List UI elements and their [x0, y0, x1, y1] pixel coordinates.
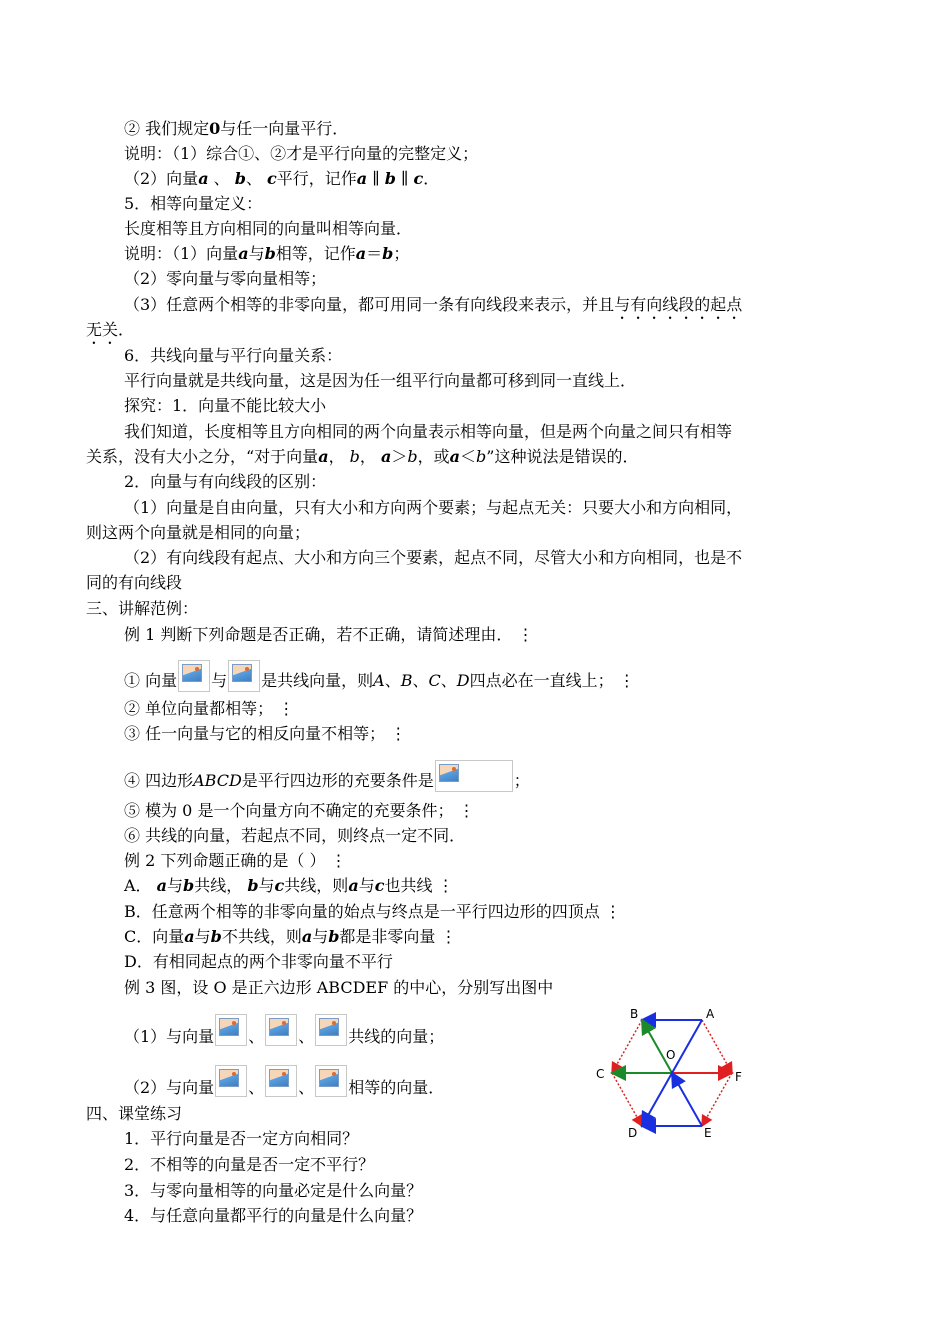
section-heading: 四、课堂练习 — [86, 1104, 183, 1123]
text-line: ⑥ 共线的向量，若起点不同，则终点一定不同． — [124, 826, 466, 845]
spoke-OB — [642, 1020, 672, 1073]
vertex-label-E: E — [704, 1126, 712, 1140]
spoke-EO — [672, 1073, 702, 1126]
edge-FE — [702, 1073, 732, 1126]
vector-image-placeholder — [215, 1065, 247, 1097]
text-line: 2．不相等的向量是否一定不平行？ — [124, 1155, 375, 1174]
text-line: 长度相等且方向相同的向量叫相等向量． — [124, 219, 413, 238]
image-icon — [269, 1069, 289, 1087]
text-line: 同的有向线段 — [86, 573, 183, 592]
vertex-label-D: D — [628, 1126, 638, 1140]
image-icon — [319, 1018, 339, 1036]
hexagon-figure — [588, 1003, 756, 1145]
vector-image-placeholder — [265, 1014, 297, 1046]
section-heading: 三、讲解范例： — [86, 599, 199, 618]
edge-AF — [702, 1020, 732, 1073]
text-line: （1）向量是自由向量，只有大小和方向两个要素；与起点无关：只要大小和方向相同， — [124, 498, 743, 517]
text-line: 平行向量就是共线向量，这是因为任一组平行向量都可移到同一直线上． — [124, 371, 637, 390]
vertex-label-C: C — [596, 1067, 605, 1081]
edge-BC — [612, 1020, 642, 1073]
section-heading: 5．相等向量定义： — [124, 194, 263, 213]
spoke-AO — [672, 1020, 702, 1073]
text-line: 说明：（1）向量a与b相等，记作a＝b； — [124, 244, 410, 263]
text-line: （1）与向量 、 、 共线的向量； — [124, 1014, 444, 1048]
text-line: ① 向量 与 是共线向量，则A、B、C、D四点必在一直线上； ⋮ — [124, 660, 635, 692]
vector-image-placeholder — [228, 660, 260, 692]
text-line: 则这两个向量就是相同的向量； — [86, 523, 311, 542]
text-line: （2）零向量与零向量相等； — [124, 269, 327, 288]
text-line: 说明：（1）综合①、②才是平行向量的完整定义； — [124, 144, 479, 163]
text-line: 关系，没有大小之分，“对于向量a， b， a＞b，或a＜b”这种说法是错误的． — [86, 447, 639, 466]
text-line: 3．与零向量相等的向量必定是什么向量？ — [124, 1181, 423, 1200]
text-line: （2）有向线段有起点、大小和方向三个要素，起点不同，尽管大小和方向相同，也是不 — [124, 548, 743, 567]
edge-CD — [612, 1073, 642, 1126]
text-line: ⑤ 模为 0 是一个向量方向不确定的充要条件； ⋮ — [124, 801, 475, 820]
vector-image-placeholder — [215, 1014, 247, 1046]
image-icon — [439, 764, 459, 782]
text-line: 4．与任意向量都平行的向量是什么向量？ — [124, 1206, 423, 1225]
text-line: 例 1 判断下列命题是否正确，若不正确，请简述理由． ⋮ — [124, 625, 534, 644]
vector-image-placeholder — [178, 660, 210, 692]
text-line: ② 单位向量都相等； ⋮ — [124, 699, 295, 718]
vertex-label-A: A — [706, 1007, 715, 1021]
vertex-label-F: F — [735, 1070, 742, 1084]
image-icon — [182, 664, 202, 682]
text-line: 2．向量与有向线段的区别： — [124, 472, 327, 491]
text-line: D．有相同起点的两个非零向量不平行 — [124, 952, 393, 971]
condition-image-placeholder — [435, 760, 513, 792]
vector-image-placeholder — [315, 1065, 347, 1097]
vector-image-placeholder — [315, 1014, 347, 1046]
text-line: （3）任意两个相等的非零向量，都可用同一条有向线段来表示，并且与有向线段的起点 — [124, 295, 743, 314]
vertex-label-B: B — [630, 1007, 639, 1021]
spoke-OD — [642, 1073, 672, 1126]
text-line: 例 3 图，设 O 是正六边形 ABCDEF 的中心，分别写出图中 — [124, 978, 554, 997]
text-line: 无关． — [86, 320, 135, 339]
image-icon — [319, 1069, 339, 1087]
text-line: 我们知道，长度相等且方向相同的两个向量表示相等向量，但是两个向量之间只有相等 — [124, 422, 733, 441]
image-icon — [219, 1018, 239, 1036]
text-line: ④ 四边形ABCD是平行四边形的充要条件是 ； — [124, 760, 530, 792]
vector-image-placeholder — [265, 1065, 297, 1097]
text-line: A． a与b共线， b与c共线，则a与c也共线 ⋮ — [124, 876, 454, 895]
image-icon — [232, 664, 252, 682]
image-icon — [269, 1018, 289, 1036]
text-line: ③ 任一向量与它的相反向量不相等； ⋮ — [124, 724, 407, 743]
text-line: B．任意两个相等的非零向量的始点与终点是一平行四边形的四顶点 ⋮ — [124, 902, 621, 921]
center-label-O: O — [666, 1048, 676, 1062]
text-line: （2）向量a 、 b、 c平行，记作a ∥ b ∥ c． — [124, 169, 440, 188]
section-heading: 6．共线向量与平行向量关系： — [124, 346, 343, 365]
text-line: ② 我们规定0与任一向量平行． — [124, 119, 349, 138]
text-line: 例 2 下列命题正确的是（ ） ⋮ — [124, 851, 347, 870]
text-line: C．向量a与b不共线，则a与b都是非零向量 ⋮ — [124, 927, 457, 946]
image-icon — [219, 1069, 239, 1087]
text-line: （2）与向量 、 、 相等的向量． — [124, 1065, 444, 1099]
text-line: 探究：1．向量不能比较大小 — [124, 396, 327, 415]
text-line: 1．平行向量是否一定方向相同？ — [124, 1129, 359, 1148]
